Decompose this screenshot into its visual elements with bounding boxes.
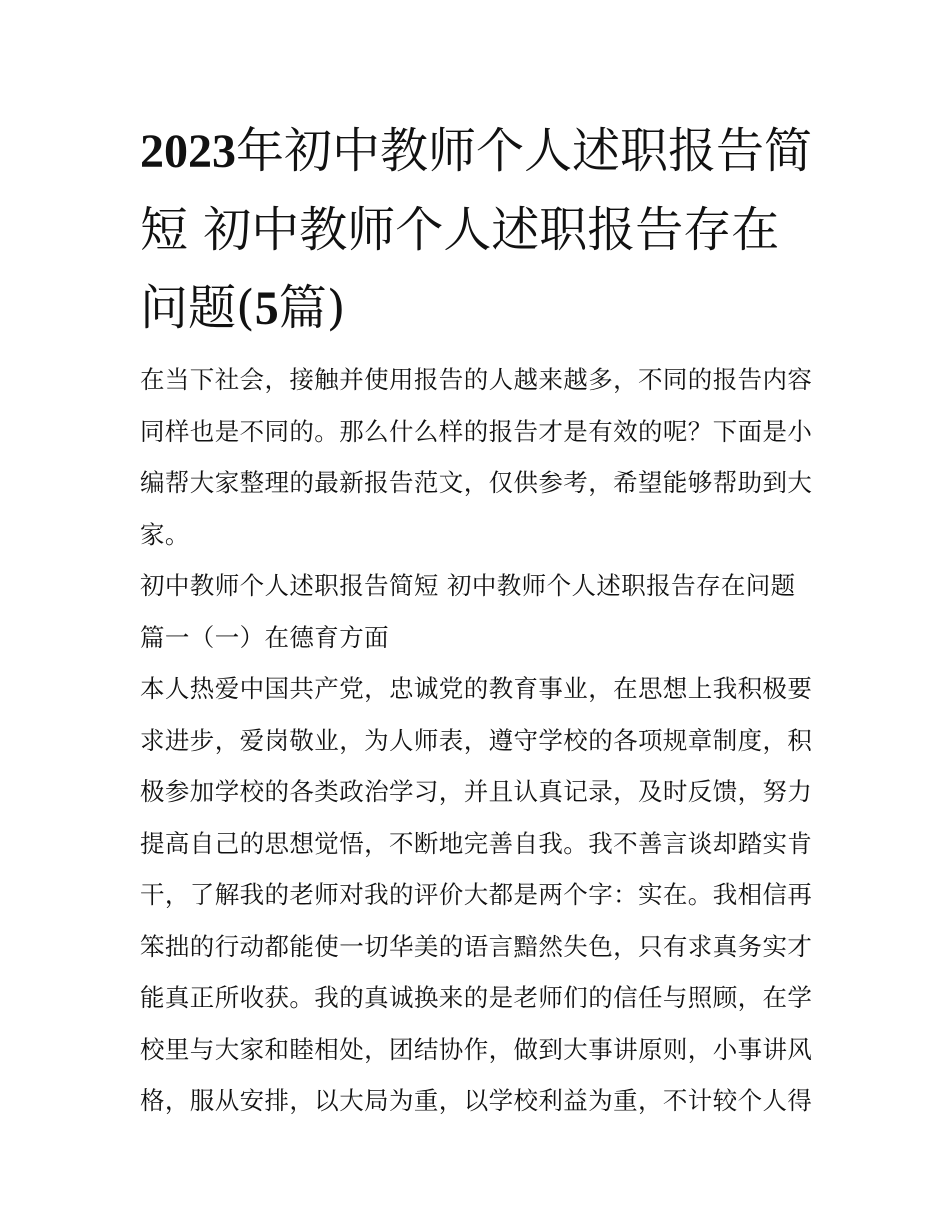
title-count: 5 xyxy=(254,282,279,335)
title-year: 2023 xyxy=(140,125,236,178)
document-body xyxy=(140,354,816,1127)
section-heading: 初中教师个人述职报告简短 初中教师个人述职报告存在问题 xyxy=(140,571,796,600)
document-title xyxy=(140,112,820,348)
title-end: 篇) xyxy=(278,280,346,336)
title-main: 年初中教师个人述职报告简短 初中教师个人述职报告存在问题( xyxy=(140,123,813,336)
body-paragraph: 本人热爱中国共产党，忠诚党的教育事业，在思想上我积极要求进步，爱岗敬业，为人师表，遵守学校的各项规章制度，积极参加学校的各类政治学习，并且认真记录，及时反馈，努力提高自己的思想觉悟，不断地完善自我。我不善言谈却踏实肯干，了解我的老师对我的评价大都是两个字：实在。我相信再笨拙的行动都能使一切华美的语言黯然失色，只有求真务实才能真正所收获。我的真诚换来的是老师们的信任与照顾，在学校里与大家和睦相处，团结协作，做到大事讲原则，小事讲风格，服从安排，以大局为重，以学校利益为重，不计较个人得 xyxy=(140,674,813,1115)
subsection-heading: 篇一（一）在德育方面 xyxy=(140,622,389,652)
intro-paragraph: 在当下社会，接触并使用报告的人越来越多，不同的报告内容同样也是不同的。那么什么样的报告才是有效的呢？下面是小编帮大家整理的最新报告范文，仅供参考，希望能够帮助到大家。 xyxy=(140,365,813,549)
